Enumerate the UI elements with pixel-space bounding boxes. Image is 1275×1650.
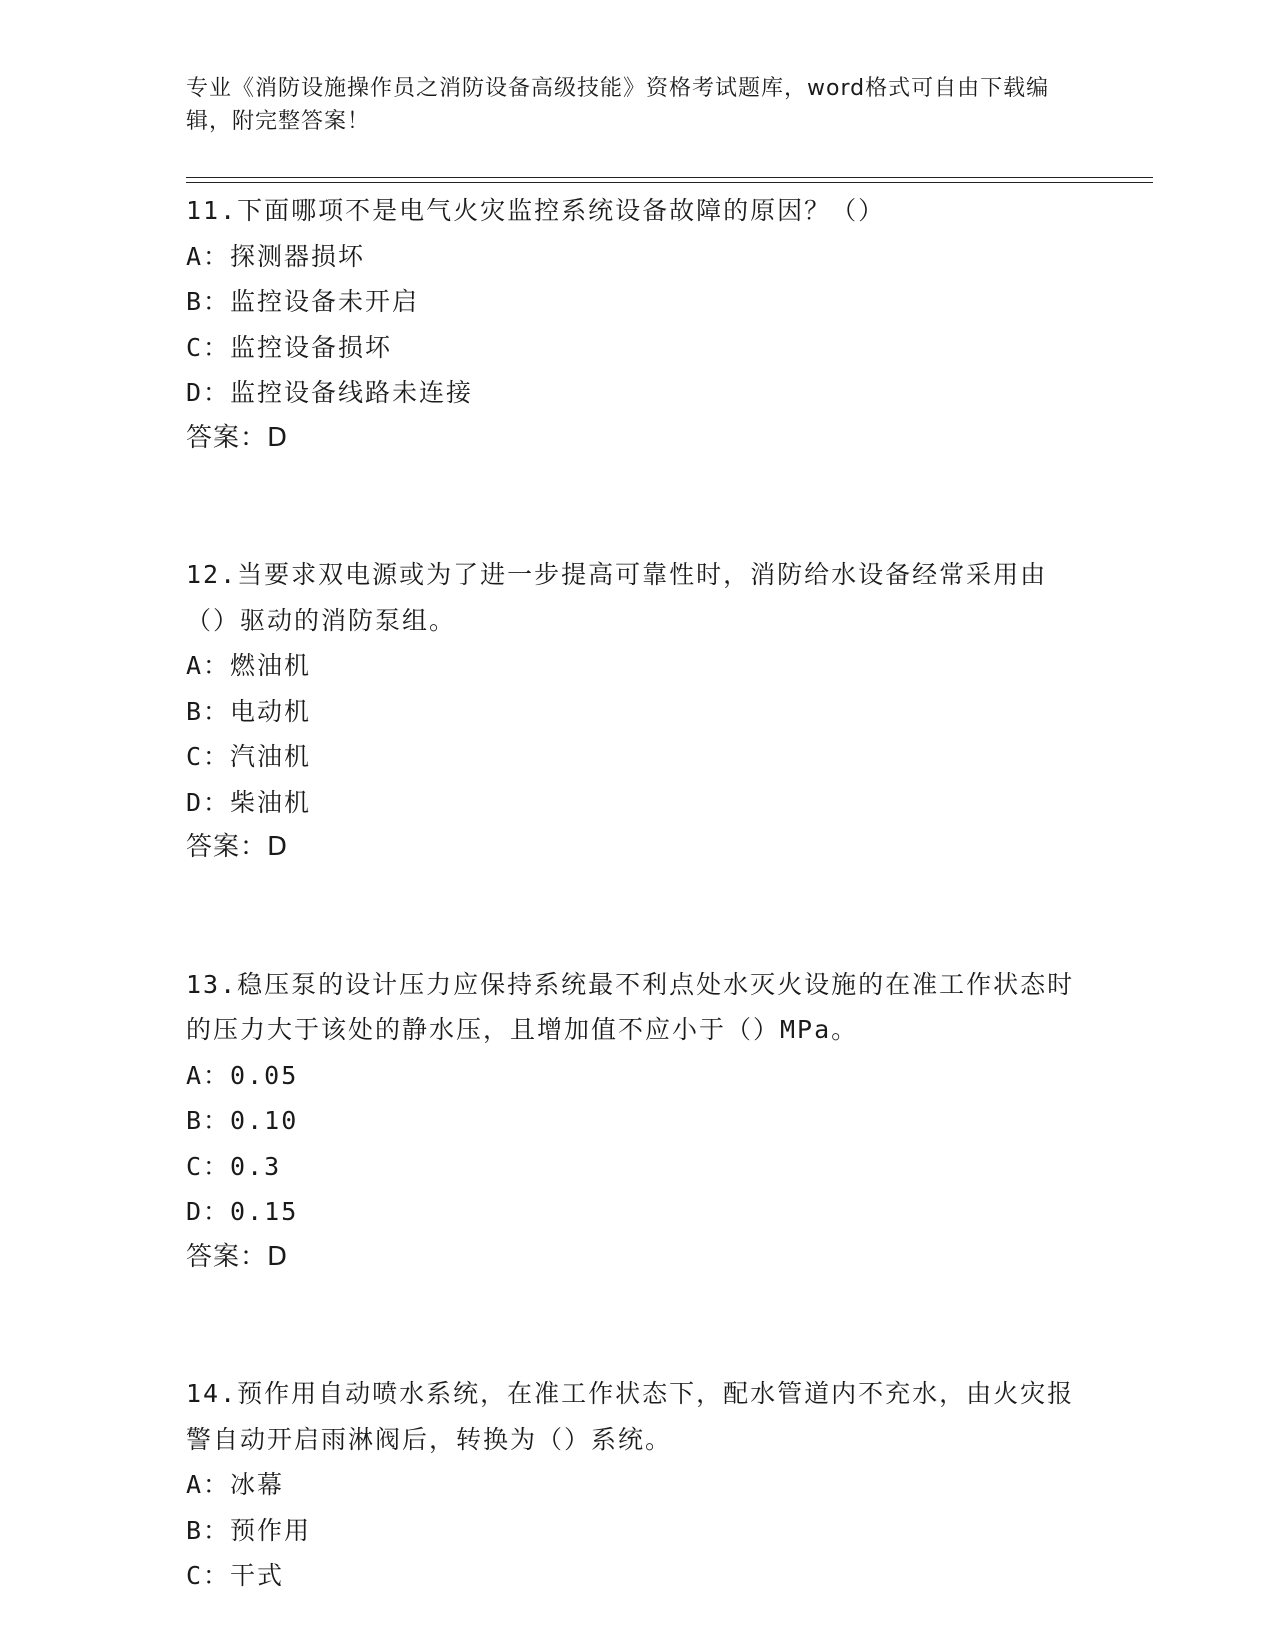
question-spacer [186,871,1086,962]
option-c: C：0.3 [186,1151,282,1181]
question-14 [186,1371,1086,1599]
question-12 [186,552,1086,871]
question-spacer [186,1280,1086,1371]
answer-line: 答案：D [186,1241,289,1272]
option-c: C：干式 [186,1561,285,1590]
option-c: C：汽油机 [186,742,312,771]
option-b: B：预作用 [186,1515,312,1545]
question-13 [186,962,1086,1281]
question-stem: 14.预作用自动喷水系统，在准工作状态下，配水管道内不充水，由火灾报警自动开启雨淋阀后，转换为（）系统。 [186,1379,1075,1454]
option-a: A：燃油机 [186,651,312,680]
question-stem: 12.当要求双电源或为了进一步提高可靠性时，消防给水设备经常采用由（）驱动的消防泵组。 [186,560,1048,635]
question-stem: 13.稳压泵的设计压力应保持系统最不利点处水灭火设施的在准工作状态时的压力大于该处的静水压，且增加值不应小于（）MPa。 [186,969,1075,1044]
question-spacer [186,461,1086,552]
question-stem: 11.下面哪项不是电气火灾监控系统设备故障的原因？（） [186,196,886,225]
document-header-text: 专业《消防设施操作员之消防设备高级技能》资格考试题库，word格式可自由下载编辑，附完整答案！ [186,76,1050,134]
header-divider-top [186,177,1153,178]
option-c: C：监控设备损坏 [186,332,393,362]
option-a: A：0.05 [186,1060,299,1090]
option-d: D：0.15 [186,1197,299,1226]
answer-line: 答案：D [186,832,289,862]
option-b: B：监控设备未开启 [186,287,420,316]
option-d: D：柴油机 [186,787,312,817]
answer-line: 答案：D [186,422,289,453]
option-b: B：电动机 [186,696,312,726]
question-11 [186,188,1086,461]
option-a: A：探测器损坏 [186,241,366,271]
option-b: B：0.10 [186,1106,299,1135]
option-a: A：冰幕 [186,1470,285,1499]
question-list [186,188,1086,1599]
header-divider-bottom [186,182,1153,183]
option-d: D：监控设备线路未连接 [186,378,474,407]
